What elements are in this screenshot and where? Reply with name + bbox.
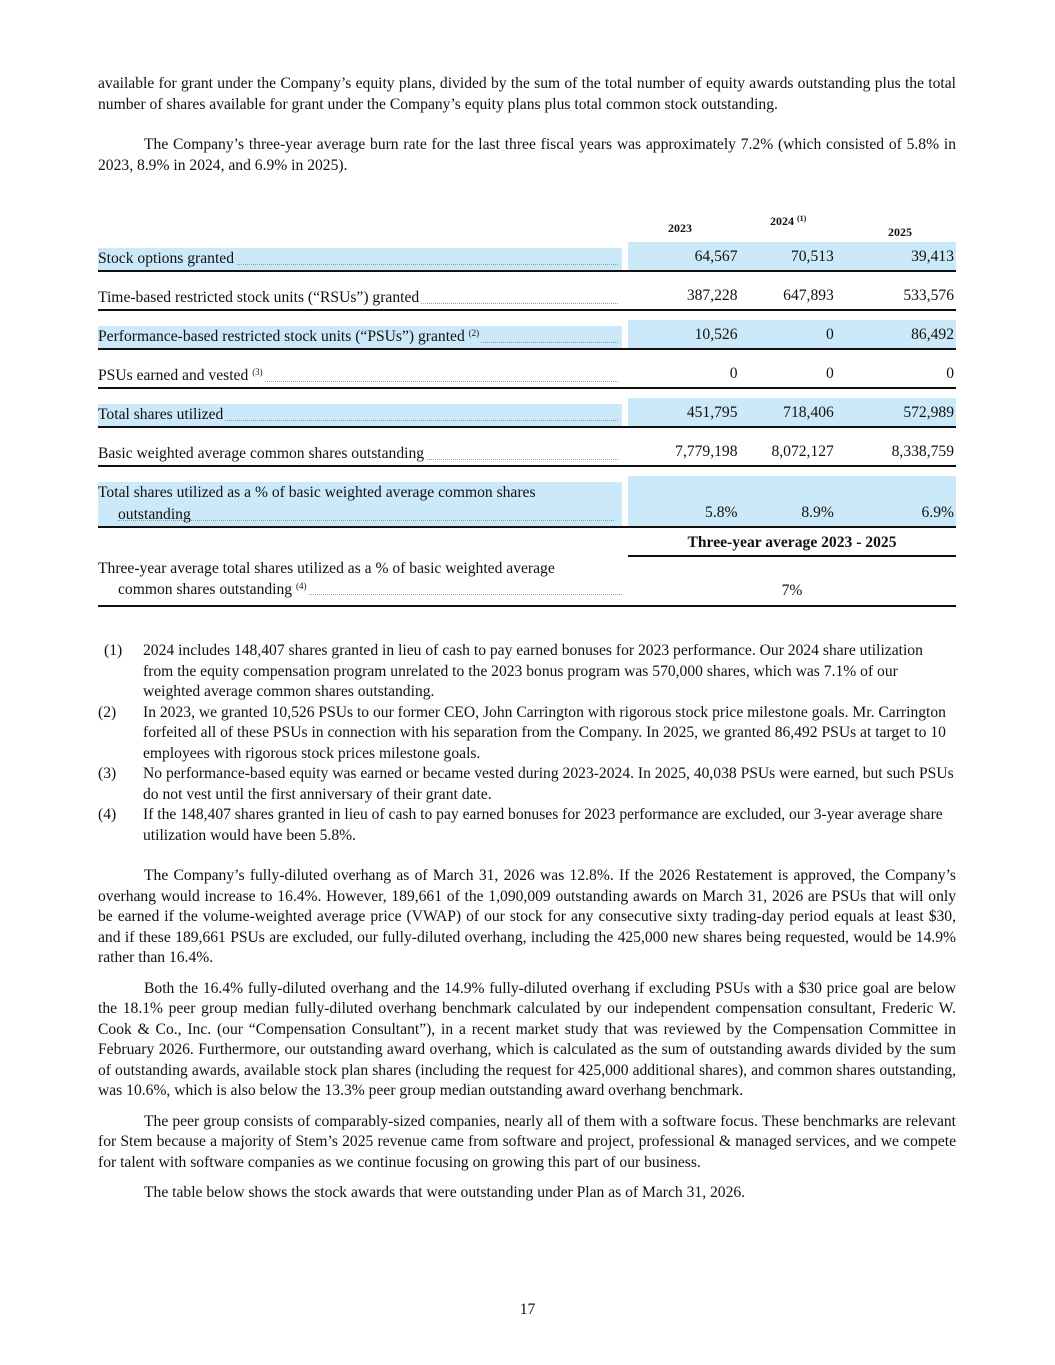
cell-2023: 451,795 [628, 398, 737, 426]
benchmark-paragraph: Both the 16.4% fully-diluted overhang and the 14.9% fully-diluted overhang if excluding PSUs with a $30 price goal are below the 18.1% peer group median fully-diluted overhang benchmark calculated by our independent compensation consultant, Frederic W. Cook & Co., Inc. (our “Compensation Consultant”), in a recent market study that was reviewed by the Compensation Committee in February 2026. Furthermore, our outstanding award overhang, which is calculated as the sum of outstanding awards divided by the sum of outstanding awards, available stock plan shares (including the request for 425,000 additional shares), and common shares outstanding, was 10.6%, which is also below the 13.3% peer group median outstanding award overhang benchmark. [98, 979, 956, 1099]
row-label-cell [98, 443, 622, 465]
row-label-cell [98, 326, 622, 348]
table-row-rsus [98, 281, 956, 311]
cell-2023: 0 [729, 365, 738, 382]
three-year-average-block [98, 534, 956, 607]
row-label-cell [98, 287, 622, 309]
cell-2024: 70,513 [738, 242, 834, 270]
footnote-ref: (2) [468, 328, 480, 338]
footnote-number: (3) [98, 765, 117, 782]
cell-2024: 0 [826, 365, 834, 382]
table-row-psus-earned [98, 359, 956, 389]
footnote-item [98, 641, 956, 703]
three-year-average-header: Three-year average 2023 - 2025 [628, 533, 956, 557]
footnote-ref: (4) [296, 580, 307, 591]
cell-2024: 647,893 [783, 287, 834, 304]
footnote-text: No performance-based equity was earned or became vested during 2023-2024. In 2025, 40,038 PSUs were earned, but such PSUs do not vest until the first anniversary of their grant date. [143, 765, 954, 803]
row-label: Total shares utilized [98, 406, 224, 423]
table-row-total-shares [98, 398, 956, 428]
footnote-item [98, 805, 956, 846]
row-label: Stock options granted [98, 250, 234, 267]
average-label-line2: common shares outstanding [118, 580, 293, 598]
cell-2023: 7,779,198 [675, 443, 738, 460]
row-label-cell [98, 404, 622, 426]
table-header-row [98, 206, 956, 242]
row-label-cell [98, 248, 622, 270]
row-label-cell [98, 365, 622, 387]
table-intro-paragraph: The table below shows the stock awards that were outstanding under Plan as of March 31, 2026. [144, 1184, 746, 1201]
cell-2025: 533,576 [903, 287, 954, 304]
cell-2024: 718,406 [738, 398, 834, 426]
cell-2025: 39,413 [834, 242, 956, 270]
footnote-text: 2024 includes 148,407 shares granted in lieu of cash to pay earned bonuses for 2023 performance. Our 2024 share utilization from the equity compensation program unrelated to the 2023 bonus program was 570,000 shares, which was 7.1% of our weighted average common shares outstanding. [143, 642, 923, 700]
footnote-item [98, 764, 956, 805]
cell-2024: 8,072,127 [771, 443, 834, 460]
intro-paragraph-continued: available for grant under the Company’s equity plans, divided by the sum of the total number of equity awards outstanding plus the total number of shares available for grant under the Company’s equity plans plus total common stock outstanding. [98, 75, 956, 113]
footnote-text: If the 148,407 shares granted in lieu of cash to pay earned bonuses for 2023 performance are excluded, our 3-year average share utilization would have been 5.8%. [143, 806, 943, 844]
cell-2023: 387,228 [686, 287, 738, 304]
cell-2025: 0 [946, 365, 954, 382]
row-label-line2: outstanding [118, 506, 191, 523]
footnote-item [98, 703, 956, 765]
table-row-utilization-percent [98, 476, 956, 528]
column-header-label: 2025 [888, 225, 912, 239]
footnote-number: (2) [98, 703, 117, 721]
cell-2023: 5.8% [628, 476, 737, 526]
column-header-2023 [668, 218, 692, 239]
row-label-cell [98, 482, 622, 526]
cell-2025: 572,989 [834, 398, 956, 426]
footnote-ref: (3) [252, 367, 263, 377]
average-label-line1: Three-year average total shares utilized as a % of basic weighted average [98, 560, 555, 577]
page-number: 17 [519, 1301, 536, 1318]
cell-2024: 0 [738, 320, 834, 348]
column-header-label: 2024 [770, 214, 794, 228]
footnotes-list [98, 641, 956, 846]
table-row-stock-options [98, 242, 956, 272]
column-header-2024 [770, 209, 806, 232]
row-label: PSUs earned and vested [98, 367, 249, 384]
row-label-line1: Total shares utilized as a % of basic weighted average common shares [98, 484, 536, 501]
three-year-average-value: 7% [781, 582, 803, 599]
cell-2024: 8.9% [738, 476, 834, 526]
cell-2023: 10,526 [628, 320, 737, 348]
overhang-paragraph: The Company’s fully-diluted overhang as of March 31, 2026 was 12.8%. If the 2026 Restatement is approved, the Company’s overhang would increase to 16.4%. However, 189,661 of the 1,090,009 outstanding awards on March 31, 2026 are PSUs that will only be earned if the volume-weighted average price (VWAP) of our stock for any consecutive sixty trading-day period equals at least $30, and if these 189,661 PSUs are excluded, our fully-diluted overhang, including the 425,000 new shares being requested, would be 14.9% rather than 16.4%. [98, 867, 956, 966]
row-label: Time-based restricted stock units (“RSUs”) granted [98, 289, 420, 306]
footnote-ref: (1) [797, 214, 807, 223]
footnote-number: (1) [104, 642, 123, 659]
row-label: Basic weighted average common shares outstanding [98, 445, 425, 462]
row-label: Performance-based restricted stock units (“PSUs”) granted [98, 328, 465, 345]
cell-2025: 86,492 [834, 320, 956, 348]
peer-group-paragraph: The peer group consists of comparably-sized companies, nearly all of them with a software focus. These benchmarks are relevant for Stem because a majority of Stem’s 2025 revenue came from software and project, professional & managed services, and we compete for talent with software companies as we continue focusing on growing this part of our business. [98, 1112, 956, 1171]
footnote-text: In 2023, we granted 10,526 PSUs to our former CEO, John Carrington with rigorous stock price milestone goals. Mr. Carrington forfeited all of these PSUs in connection with his separation from the Company. In 2025, we granted 86,492 PSUs at target to 10 employees with rigorous stock prices milestone goals. [143, 703, 946, 762]
three-year-average-label [98, 559, 622, 600]
column-header-label: 2023 [668, 221, 692, 235]
column-header-2025 [888, 222, 912, 243]
table-row-psus-granted [98, 320, 956, 350]
share-utilization-table [98, 206, 956, 607]
cell-2025: 8,338,759 [891, 443, 954, 460]
cell-2023: 64,567 [628, 242, 737, 270]
burn-rate-paragraph: The Company’s three-year average burn rate for the last three fiscal years was approximately 7.2% (which consisted of 5.8% in 2023, 8.9% in 2024, and 6.9% in 2025). [98, 136, 956, 174]
footnote-number: (4) [98, 806, 117, 823]
cell-2025: 6.9% [834, 476, 956, 526]
table-row-basic-weighted [98, 437, 956, 467]
document-page [98, 74, 956, 1204]
